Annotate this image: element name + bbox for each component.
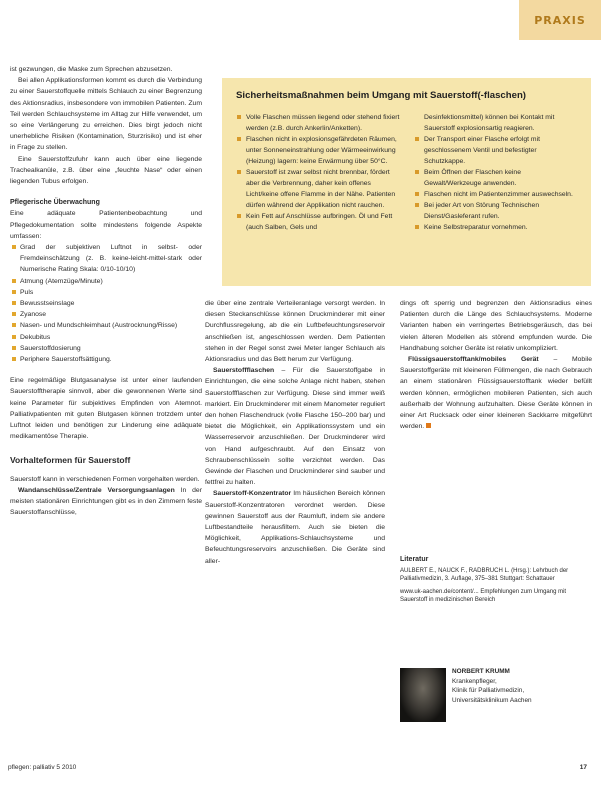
inline-heading: Flüssigsauerstofftank/mobiles Gerät: [408, 356, 539, 364]
box-item: Keine Selbstreparatur vornehmen.: [424, 222, 579, 233]
list-item: Puls: [20, 287, 202, 298]
list-item: Grad der subjektiven Luftnot in selbst- oder Fremdeinschätzung (z. B. keine-leicht-mittel-stark oder Numerische Rating Skala: 0/10-10/10): [20, 242, 202, 276]
paragraph: Eine regelmäßige Blutgasanalyse ist unter einer laufenden Sauerstofftherapie sinnvoll, aber die gewonnenen Werte sind keine Parameter für subjektives Empfinden von Atemnot. Palliativpatienten mit guten Blutgasen können trotzdem unter Luftnot leiden und benötigen zur Linderung eine adäquate medikamentöse Therapie.: [10, 377, 202, 441]
paragraph: [10, 485, 202, 519]
reference-2: [400, 588, 592, 604]
box-item: Volle Flaschen müssen liegend oder stehend fixiert werden (z.B. durch Ankerlin/Anketten).: [246, 114, 400, 132]
column-3: [400, 298, 592, 432]
paragraph: ist gezwungen, die Maske zum Sprechen abzusetzen.: [10, 66, 173, 73]
inline-heading: Sauerstoff-Konzentrator: [213, 490, 292, 498]
reference-authors: AULBERT E., NAUCK F., RADBRUCH L. (Hrsg.):: [400, 568, 532, 575]
author-photo: [400, 668, 446, 722]
box-item: Der Transport einer Flasche erfolgt mit geschlossenem Ventil und befestigter Schutzkappe.: [424, 134, 579, 167]
box-item: Sauerstoff ist zwar selbst nicht brennbar, fördert aber die Verbrennung, daher kein offenes Licht/keine offene Flamme in der Nähe. Patienten dürfen während der Applikation nicht rauchen.: [246, 167, 401, 211]
box-text: Desinfektionsmittel) können bei Kontakt mit Sauerstoff explosionsartig reagieren.: [424, 114, 555, 132]
paragraph: Bei allen Applikationsformen kommt es durch die Verbindung zu einer Sauerstoffquelle mittels Schlauch zu einer Begrenzung des Aktionsradius, insbesondere von immobilen Patienten. Zum Teil werden Schlauchsysteme im Alltag zur Hilfe verwendet, um so eine Verlängerung zu erreichen. Dies birgt jedoch nicht unerhebliche Risiken (Kontamination, Sturzrisiko) und ist eher in Frage zu stellen.: [10, 77, 202, 152]
box-item: Flaschen nicht im Patientenzimmer auswechseln.: [424, 189, 579, 200]
paragraph-text: – Mobile Sauerstoffgeräte mit kleineren Füllmengen, die nach Gebrauch an einem stationären Flüssigsauerstofftank wieder befüllt werden können, ermöglichen mobileren Patienten, sich auch außerhalb der Wohnung aufzuhalten. Diese Geräte können in einer Art Rucksack oder einer kleineren Sackkarre mitgeführt werden.: [400, 356, 592, 431]
paragraph: Eine adäquate Patientenbeobachtung und Pflegedokumentation sollte mindestens folgende Aspekte umfassen:: [10, 210, 202, 240]
observation-list: [10, 242, 202, 365]
reference-text: Empfehlungen zum Umgang mit Sauerstoff in medizinischen Bereich: [400, 588, 567, 603]
literature: [400, 556, 592, 608]
reference-1: [400, 567, 592, 583]
list-item: Bewusstseinslage: [20, 298, 202, 309]
list-item: Sauerstoffdosierung: [20, 343, 202, 354]
paragraph: Sauerstoff kann in verschiedenen Formen vorgehalten werden.: [10, 475, 200, 483]
subheading-vorhalte: Vorhalteformen für Sauerstoff: [10, 454, 131, 465]
reference-text: Lehrbuch der Palliativmedizin, 3. Auflage, 375–381 Stuttgart: Schattauer: [400, 568, 569, 583]
box-item: Bei jeder Art von Störung Technischen Dienst/Gasleferant rufen.: [424, 200, 579, 222]
box-title: Sicherheitsmaßnahmen beim Umgang mit Sauerstoff(-flaschen): [236, 90, 527, 101]
paragraph-text: Im häuslichen Bereich können Sauerstoff-Konzentratoren verordnet werden. Diese gewinnen Sauerstoff aus der Raumluft, indem sie andere Luftbestandteile herausfiltern. Auch sie bieten die Möglichkeit, Applikations-Schlauchsysteme und Befeuchtungsreservoirs anzuschließen. Die Geräte sind aller-: [205, 490, 385, 565]
paragraph-text: In der meisten stationären Einrichtungen gibt es in den Zimmern feste Sauerstoffanschlüsse,: [10, 486, 202, 517]
paragraph: Eine Sauerstoffzufuhr kann auch über eine liegende Trachealkanüle, z.B. über eine „feuchte Nase“ oder einen liegenden Tubus erfolgen.: [10, 155, 202, 186]
list-item: Nasen- und Mundschleimhaut (Austrocknung/Risse): [20, 320, 202, 331]
safety-box: [222, 78, 591, 286]
section-label: PRAXIS: [519, 0, 601, 40]
paragraph: [205, 488, 385, 566]
box-item: Kein Fett auf Anschlüsse aufbringen. Öl und Fett (auch Salben, Gels und: [246, 211, 401, 233]
author-name: NORBERT KRUMM: [452, 668, 510, 675]
box-right-column: [414, 112, 579, 233]
list-item: Dekubitus: [20, 332, 202, 343]
box-item: Flaschen nicht in explosionsgefährdeten Räumen, unter Sonneneinstrahlung oder Wärmeeinwirkung (Heizung) lagern: keine Erwärmung über 50°C.: [246, 134, 401, 167]
author-institution: Universitätsklinikum Aachen: [452, 696, 532, 704]
box-item: Beim Öffnen der Flaschen keine Gewalt/Werkzeuge anwenden.: [424, 167, 579, 189]
end-mark-icon: [426, 423, 431, 428]
paragraph: [205, 365, 385, 488]
paragraph-text: – Für die Sauerstoffgabe in Einrichtungen, die eine solche Anlage nicht haben, stehen Sauerstoffflaschen zur Verfügung. Diese sind immer weiß markiert. Ein Druckminderer mit einem Manometer reguliert den hohen Flaschendruck (volle Flasche 150–200 bar) und bietet die Möglichkeit, ein Applikationssystem und ein Wasserreservoir anzuschließen. Der Druckminderer wird von Hand aufgeschraubt. Auf den Einsatz von Schraubenschlüsseln sollte verzichtet werden. Das Gewinde der Flaschen und Druckminderer sind sauber und fettfrei zu halten.: [205, 367, 385, 487]
subheading-pflege: Pflegerische Überwachung: [10, 199, 100, 207]
box-left-column: [236, 112, 401, 233]
author-info: [452, 667, 592, 705]
reference-url[interactable]: www.uk-aachen.de/content/...: [400, 588, 479, 595]
paragraph: dings oft sperrig und begrenzen den Aktionsradius eines Patienten durch die Länge des Schlauchsystems. Moderne Varianten haben ein verringertes Betriebsgeräusch, das bei vielen älteren Modellen als störend empfunden wurde. Die Handhabung solcher Geräte ist relativ unkompliziert.: [400, 300, 592, 352]
list-item: Atmung (Atemzüge/Minute): [20, 276, 202, 287]
author-role: Krankenpfleger,: [452, 677, 497, 685]
inline-heading: Sauerstoffflaschen: [213, 367, 275, 375]
literature-title: Literatur: [400, 556, 429, 563]
list-item: Zyanose: [20, 309, 202, 320]
page-number: 17: [579, 764, 587, 771]
column-2: [205, 298, 385, 567]
footer-journal: pflegen: palliativ 5 2010: [8, 764, 77, 771]
list-item: Periphere Sauerstoffsättigung.: [20, 354, 202, 365]
author-department: Klinik für Palliativmedizin,: [452, 687, 525, 694]
column-1: [10, 64, 202, 519]
paragraph: [400, 354, 592, 432]
inline-heading: Wandanschlüsse/Zentrale Versorgungsanlagen: [18, 486, 175, 494]
paragraph: die über eine zentrale Verteileranlage versorgt werden. In diesen Steckanschlüsse können Druckminderer mit einer Durchflussregelung, ab die ein Luftbefeuchtungsreservoir anschließen ist, angeschlossen werden. Dem Patienten stehen in der Regel sonst zwei Meter langer Schlauch als Aktionsradius und das Bett herum zur Verfügung.: [205, 300, 385, 364]
